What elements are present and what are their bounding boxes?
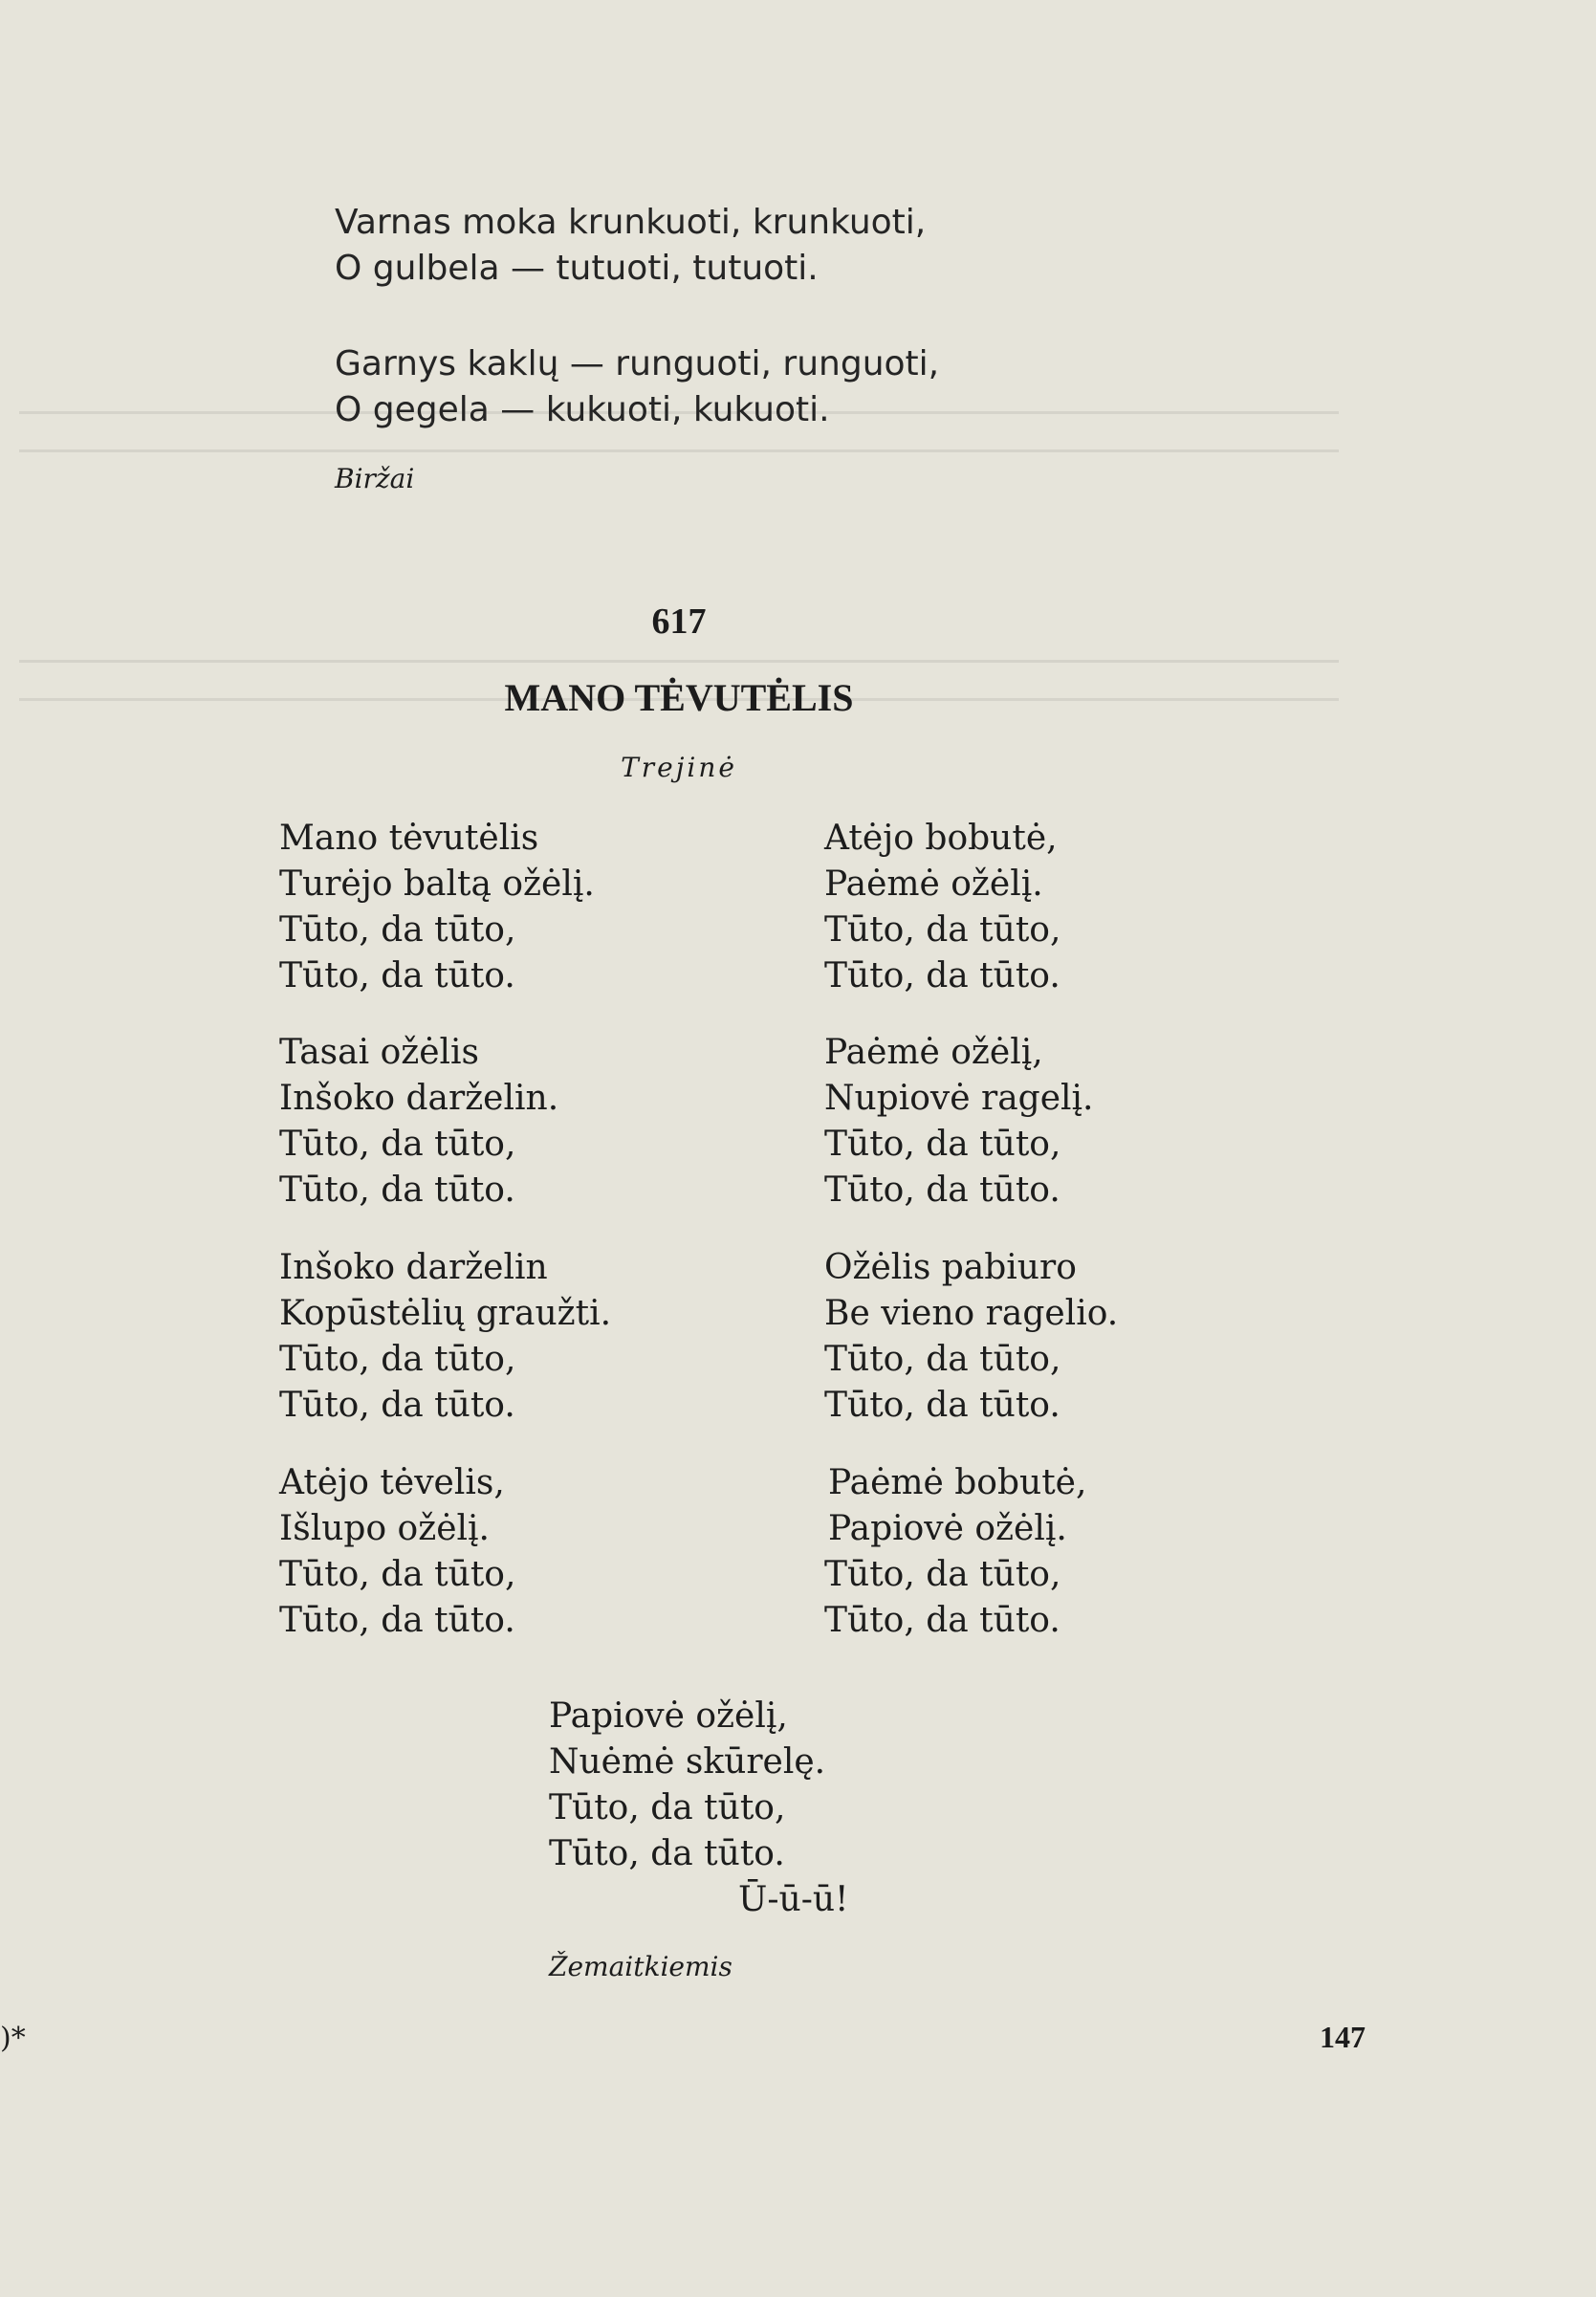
top-verse-line: Varnas moka krunkuoti, krunkuoti, [335, 203, 927, 242]
verse-line: Tūto, da tūto, [549, 1788, 786, 1827]
verse-line: Tūto, da tūto. [824, 956, 1060, 995]
verse-line: Tūto, da tūto. [824, 1170, 1060, 1210]
verse-line: Nuėmė skūrelę. [549, 1742, 826, 1782]
top-verse-line: O gulbela — tutuoti, tutuoti. [335, 249, 819, 288]
top-verse-line: Garnys kaklų — runguoti, runguoti, [335, 344, 940, 383]
verse-line: Tūto, da tūto, [824, 1555, 1061, 1594]
verse-line: Papiovė ožėlį, [549, 1696, 788, 1736]
verse-line: Tūto, da tūto. [279, 1601, 515, 1640]
verse-line: Turėjo baltą ožėlį. [279, 864, 595, 904]
verse-line: Kopūstėlių graužti. [279, 1294, 612, 1333]
place-attribution: Žemaitkiemis [549, 1951, 732, 1982]
page-number: 147 [1320, 2020, 1366, 2054]
verse-line: Atėjo bobutė, [824, 819, 1058, 858]
verse-line: Tūto, da tūto, [279, 1555, 516, 1594]
verse-line: Ožėlis pabiuro [824, 1248, 1077, 1287]
verse-line: Tūto, da tūto. [279, 1386, 515, 1425]
verse-line: Paėmė ožėlį. [824, 864, 1043, 904]
verse-line: Inšoko darželin. [279, 1079, 559, 1118]
verse-line: Papiovė ožėlį. [828, 1509, 1067, 1548]
song-genre: Trejinė [621, 752, 737, 783]
verse-line: Mano tėvutėlis [279, 819, 539, 858]
verse-line: Tūto, da tūto. [279, 1170, 515, 1210]
verse-line: Atėjo tėvelis, [279, 1463, 505, 1502]
verse-line: Inšoko darželin [279, 1248, 548, 1287]
verse-line: Paėmė ožėlį, [824, 1033, 1043, 1072]
verse-line: Paėmė bobutė, [828, 1463, 1087, 1502]
verse-line: Tasai ožėlis [279, 1033, 480, 1072]
bleed-through-staff [19, 449, 1339, 452]
verse-line: Tūto, da tūto. [824, 1386, 1060, 1425]
verse-line: Nupiovė ragelį. [824, 1079, 1094, 1118]
verse-line: Be vieno ragelio. [824, 1294, 1119, 1333]
verse-line: Tūto, da tūto. [549, 1834, 785, 1873]
verse-line: Tūto, da tūto, [824, 1340, 1061, 1379]
verse-line: Tūto, da tūto, [279, 1125, 516, 1164]
verse-line: Tūto, da tūto. [824, 1601, 1060, 1640]
final-exclamation: Ū-ū-ū! [738, 1880, 849, 1919]
verse-line: Tūto, da tūto, [279, 910, 516, 950]
verse-line: Tūto, da tūto. [279, 956, 515, 995]
verse-line: Tūto, da tūto, [824, 910, 1061, 950]
top-verse-line: O gegela — kukuoti, kukuoti. [335, 390, 830, 429]
place-attribution: Biržai [335, 463, 415, 494]
verse-line: Tūto, da tūto, [279, 1340, 516, 1379]
song-title: MANO TĖVUTĖLIS [504, 676, 854, 719]
verse-line: Tūto, da tūto, [824, 1125, 1061, 1164]
bleed-through-staff [19, 660, 1339, 663]
page-left-mark: )* [0, 2022, 26, 2055]
song-number: 617 [651, 602, 707, 642]
verse-line: Išlupo ožėlį. [279, 1509, 490, 1548]
